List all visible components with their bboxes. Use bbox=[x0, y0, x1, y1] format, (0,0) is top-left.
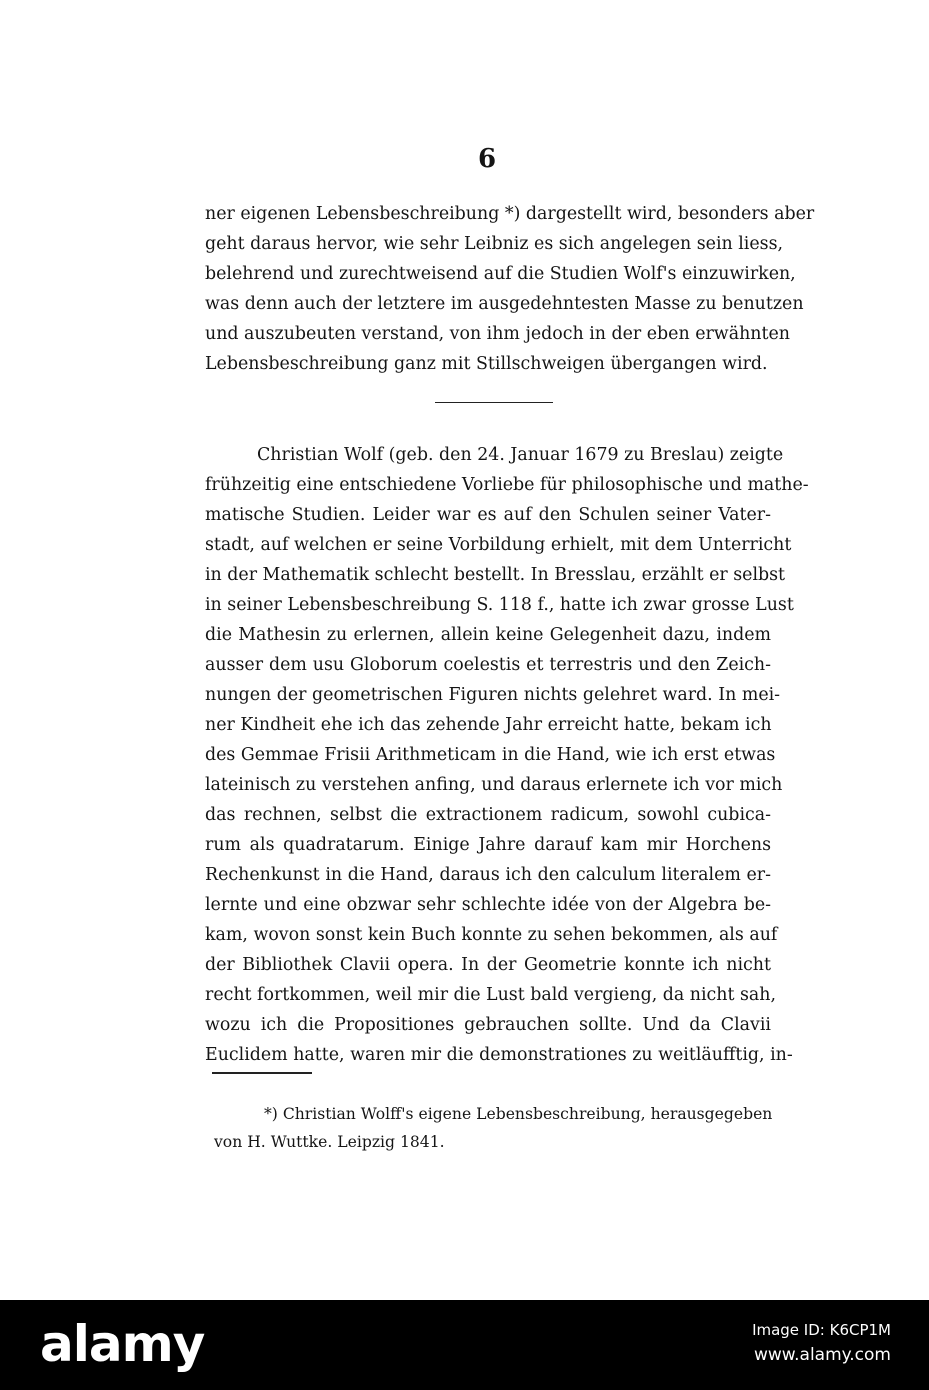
footnote-divider bbox=[212, 1072, 312, 1074]
page-number: 6 bbox=[478, 144, 497, 174]
section-divider bbox=[435, 402, 553, 403]
text-line: das rechnen, selbst die extractionem radicum, sowohl cubica- bbox=[205, 805, 771, 825]
text-line: belehrend und zurechtweisend auf die Studien Wolf's einzuwirken, bbox=[205, 264, 796, 284]
text-line: stadt, auf welchen er seine Vorbildung erhielt, mit dem Unterricht bbox=[205, 535, 792, 555]
stock-meta bbox=[752, 1318, 891, 1368]
footnote-line: von H. Wuttke. Leipzig 1841. bbox=[214, 1133, 445, 1151]
text-line: rum als quadratarum. Einige Jahre darauf kam mir Horchens bbox=[205, 835, 771, 855]
top-paragraph bbox=[205, 199, 815, 379]
text-line: frühzeitig eine entschiedene Vorliebe für philosophische und mathe- bbox=[205, 475, 809, 495]
text-line: recht fortkommen, weil mir die Lust bald vergieng, da nicht sah, bbox=[205, 985, 777, 1005]
site-url: www.alamy.com bbox=[753, 1345, 891, 1365]
text-line: und auszubeuten verstand, von ihm jedoch in der eben erwähnten bbox=[205, 324, 790, 344]
text-line: ner Kindheit ehe ich das zehende Jahr erreicht hatte, bekam ich bbox=[205, 715, 772, 735]
text-line: nungen der geometrischen Figuren nichts gelehret ward. In mei- bbox=[205, 685, 781, 705]
stock-watermark-bar bbox=[0, 1300, 929, 1390]
text-line: des Gemmae Frisii Arithmeticam in die Hand, wie ich erst etwas bbox=[205, 745, 776, 765]
text-line: der Bibliothek Clavii opera. In der Geometrie konnte ich nicht bbox=[205, 955, 771, 975]
text-line: Euclidem hatte, waren mir die demonstrationes zu weitläufftig, in- bbox=[205, 1045, 793, 1065]
image-id: Image ID: K6CP1M bbox=[752, 1321, 891, 1339]
text-line: lernte und eine obzwar sehr schlechte idée von der Algebra be- bbox=[205, 895, 771, 915]
text-line: matische Studien. Leider war es auf den Schulen seiner Vater- bbox=[205, 505, 771, 525]
text-line: geht daraus hervor, wie sehr Leibniz es sich angelegen sein liess, bbox=[205, 234, 784, 254]
text-line: ner eigenen Lebensbeschreibung *) dargestellt wird, besonders aber bbox=[205, 204, 815, 224]
text-line: wozu ich die Propositiones gebrauchen sollte. Und da Clavii bbox=[205, 1015, 771, 1035]
text-line: was denn auch der letztere im ausgedehntesten Masse zu benutzen bbox=[205, 294, 804, 314]
text-line: die Mathesin zu erlernen, allein keine Gelegenheit dazu, indem bbox=[205, 625, 771, 645]
alamy-logo: alamy bbox=[40, 1315, 205, 1373]
text-line: in der Mathematik schlecht bestellt. In Bresslau, erzählt er selbst bbox=[205, 565, 786, 585]
text-line: lateinisch zu verstehen anfing, und daraus erlernete ich vor mich bbox=[205, 775, 783, 795]
main-paragraph bbox=[205, 440, 809, 1070]
footnote-line: *) Christian Wolff's eigene Lebensbeschreibung, herausgegeben bbox=[264, 1105, 773, 1123]
text-line: ausser dem usu Globorum coelestis et terrestris und den Zeich- bbox=[205, 655, 771, 675]
text-line: in seiner Lebensbeschreibung S. 118 f., hatte ich zwar grosse Lust bbox=[205, 595, 794, 615]
footnote bbox=[214, 1100, 772, 1156]
text-line: Christian Wolf (geb. den 24. Januar 1679 zu Breslau) zeigte bbox=[257, 445, 784, 465]
text-line: Lebensbeschreibung ganz mit Stillschweigen übergangen wird. bbox=[205, 354, 768, 374]
text-line: kam, wovon sonst kein Buch konnte zu sehen bekommen, als auf bbox=[205, 925, 778, 945]
text-line: Rechenkunst in die Hand, daraus ich den calculum literalem er- bbox=[205, 865, 771, 885]
